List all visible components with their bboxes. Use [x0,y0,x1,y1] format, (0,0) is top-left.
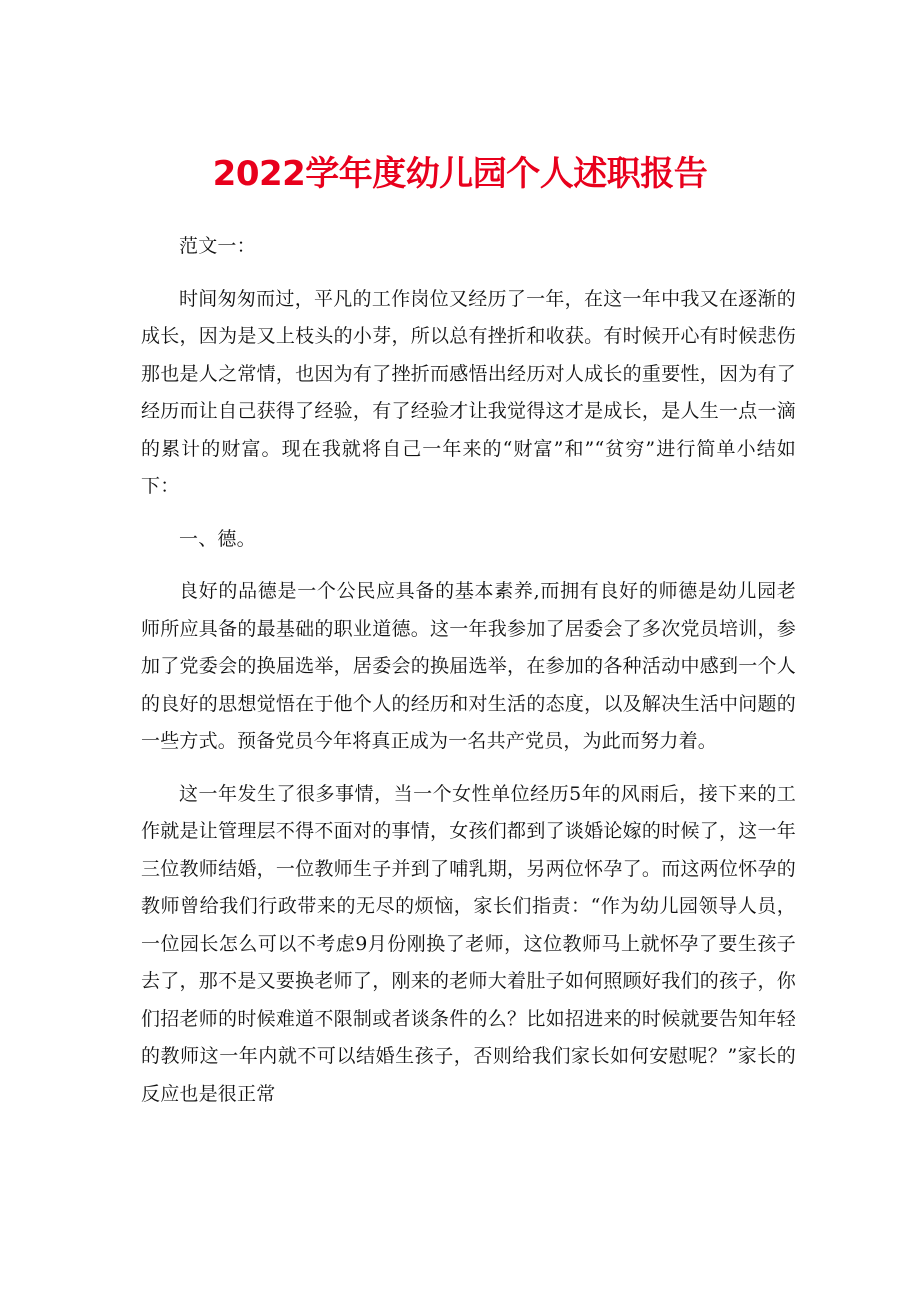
section-heading-virtue: 一、德。 [179,527,256,550]
paragraph-events: 这一年发生了很多事情，当一个女性单位经历5年的风雨后，接下来的工作就是让管理层不得不面对的事情，女孩们都到了谈婚论嫁的时候了，这一年三位教师结婚，一位教师生子并到了哺乳期，另两位怀孕了。而这两位怀孕的教师曾给我们行政带来的无尽的烦恼，家长们指责：“作为幼儿园领导人员，一位园长怎么可以不考虑9月份刚换了老师，这位教师马上就怀孕了要生孩子去了，那不是又要换老师了，刚来的老师大着肚子如何照顾好我们的孩子，你们招老师的时候难道不限制或者谈条件的么？比如招进来的时候就要告知年轻的教师这一年内就不可以结婚生孩子，否则给我们家长如何安慰呢？”家长的反应也是很正常 [141,782,796,1105]
paragraph-gap [141,558,796,573]
paragraph-gap [141,506,796,521]
paragraph-intro: 时间匆匆而过，平凡的工作岗位又经历了一年，在这一年中我又在逐渐的成长，因为是又上枝头的小芽，所以总有挫折和收获。有时候开心有时候悲伤那也是人之常情，也因为有了挫折而感悟出经历对人成长的重要性，因为有了经历而让自己获得了经验，有了经验才让我觉得这才是成长，是人生一点一滴的累计的财富。现在我就将自己一年来的“财富”和”“贫穷”进行简单小结如下： [141,287,796,497]
paragraph-virtue: 良好的品德是一个公民应具备的基本素养,而拥有良好的师德是幼儿园老师所应具备的最基础的职业道德。这一年我参加了居委会了多次党员培训，参加了党委会的换届选举，居委会的换届选举，在参加的各种活动中感到一个人的良好的思想觉悟在于他个人的经历和对生活的态度，以及解决生活中问题的一些方式。预备党员今年将真正成为一名共产党员，为此而努力着。 [141,580,796,752]
document-title: 2022学年度幼儿园个人述职报告 [212,153,708,194]
document-body [141,228,796,1113]
paragraph-gap [141,761,796,776]
paragraph-sample-label: 范文一： [179,235,256,257]
paragraph-gap [141,266,796,281]
